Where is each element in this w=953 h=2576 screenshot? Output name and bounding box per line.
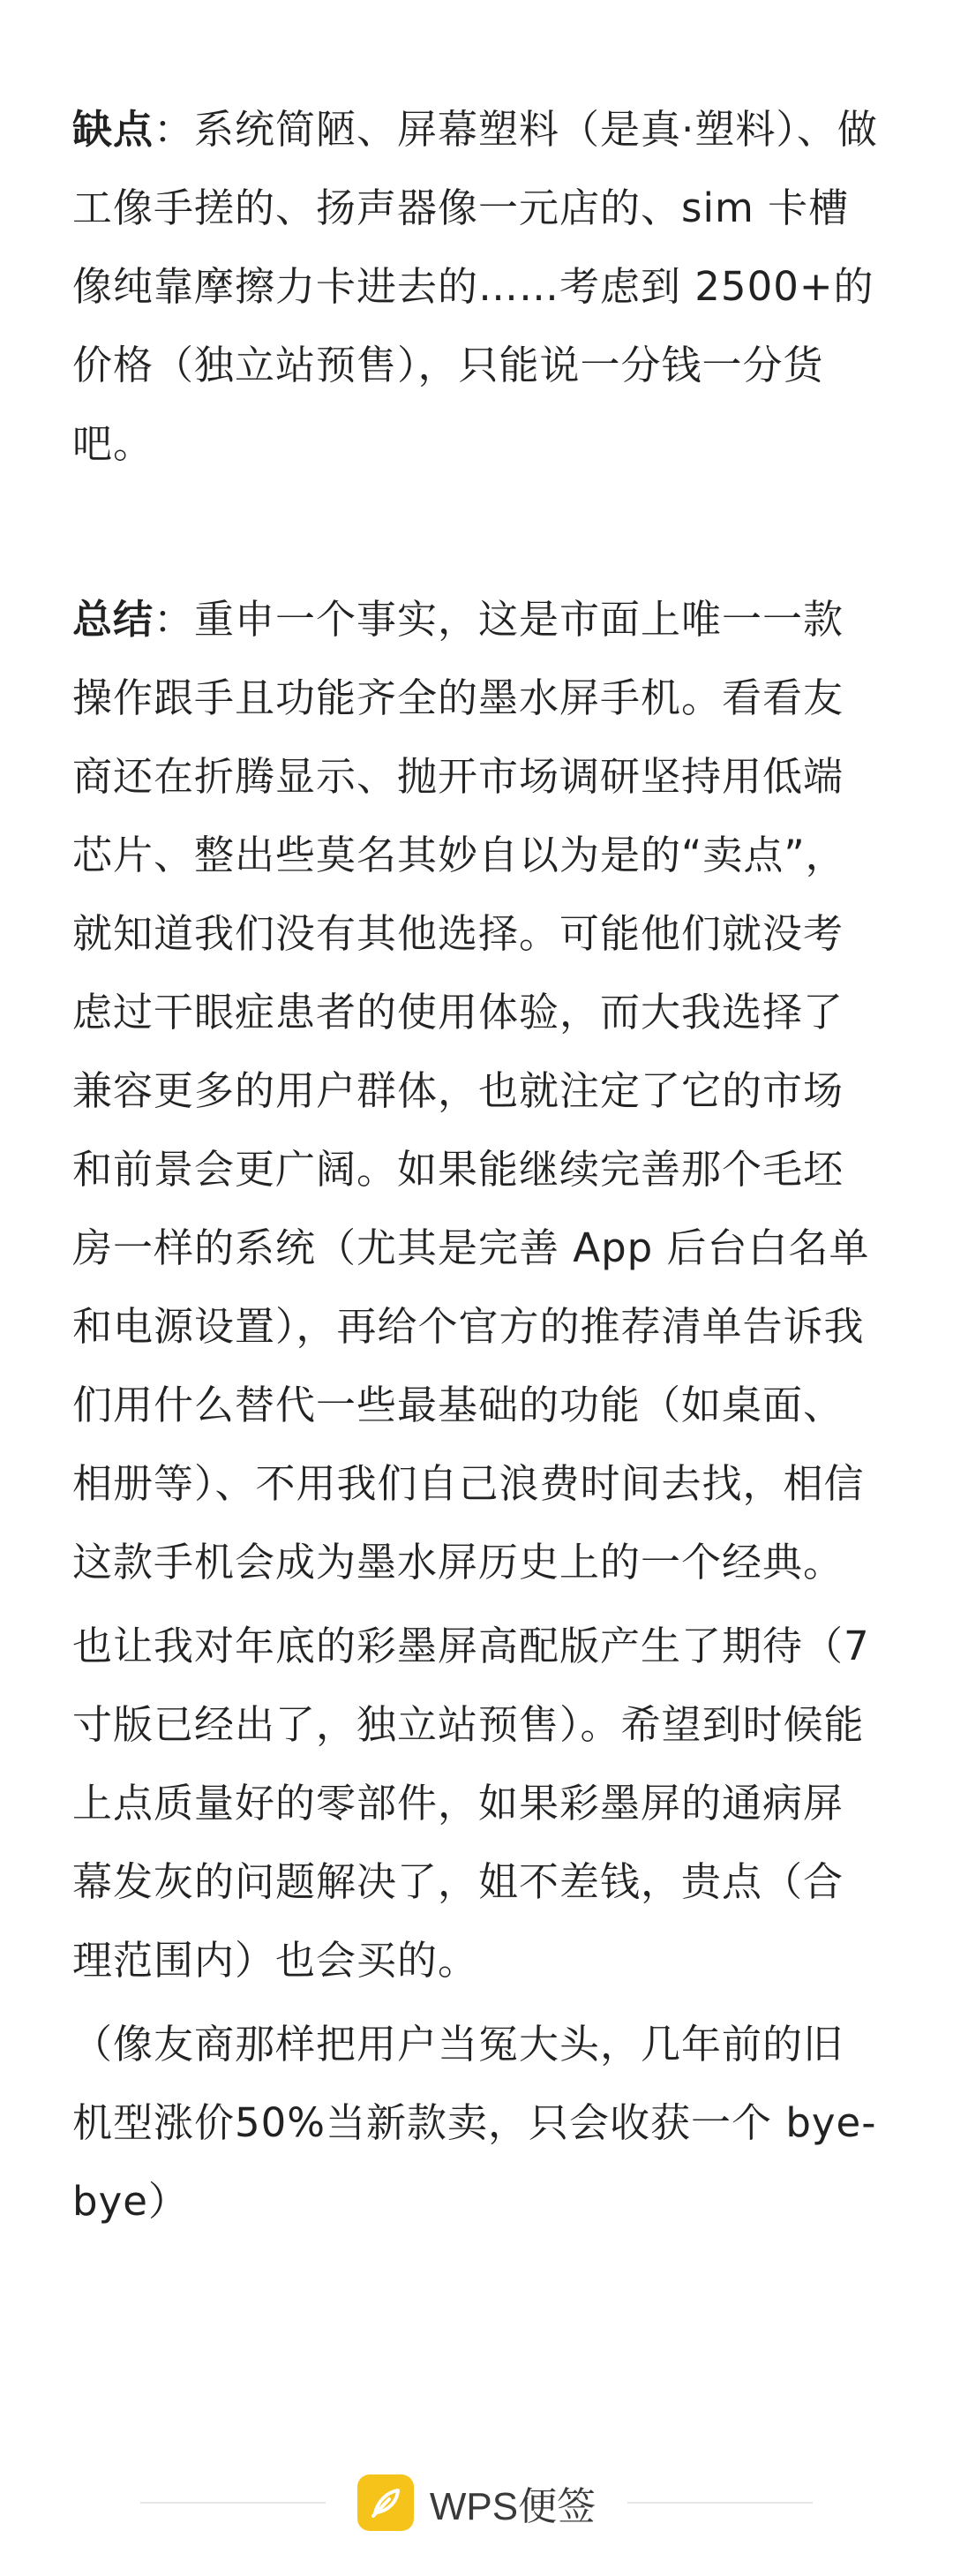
brand-name: WPS便签 [429, 2485, 597, 2528]
drawbacks-paragraph [72, 90, 881, 483]
summary-label: 总结 [72, 596, 154, 643]
footer-divider-right [627, 2502, 813, 2504]
aside-paragraph: （像友商那样把用户当冤大头，几年前的旧机型涨价50%当新款卖，只会收获一个 bye-bye） [72, 2021, 877, 2225]
drawbacks-text: 系统简陋、屏幕塑料（是真·塑料）、做工像手搓的、扬声器像一元店的、sim 卡槽像纯靠摩擦力卡进去的……考虑到 2500+的价格（独立站预售），只能说一分钱一分货吧。 [72, 106, 878, 467]
footer-divider-left [140, 2502, 326, 2504]
summary-paragraph [72, 580, 881, 1601]
drawbacks-label: 缺点 [72, 106, 154, 153]
wps-note-feather-icon [357, 2474, 414, 2531]
summary-separator: ： [154, 596, 195, 643]
footer [0, 2472, 953, 2534]
brand [357, 2474, 596, 2531]
summary-text: 重申一个事实，这是市面上唯一一款操作跟手且功能齐全的墨水屏手机。看看友商还在折腾显示、抛开市场调研坚持用低端芯片、整出些莫名其妙自以为是的“卖点”，就知道我们没有其他选择。可能他们就没考虑过干眼症患者的使用体验，而大我选择了兼容更多的用户群体，也就注定了它的市场和前景会更广阔。如果能继续完善那个毛坯房一样的系统（尤其是完善 App 后台白名单和电源设置），再给个官方的推荐清单告诉我们用什么替代一些最基础的功能（如桌面、相册等）、不用我们自己浪费时间去找，相信这款手机会成为墨水屏历史上的一个经典。 [72, 596, 870, 1586]
expectation-paragraph: 也让我对年底的彩墨屏高配版产生了期待（7 寸版已经出了，独立站预售）。希望到时候能上点质量好的零部件，如果彩墨屏的通病屏幕发灰的问题解决了，姐不差钱，贵点（合理范围内）也会买的。 [72, 1623, 870, 1984]
paragraph-spacer [72, 483, 881, 580]
drawbacks-separator: ： [154, 106, 195, 153]
